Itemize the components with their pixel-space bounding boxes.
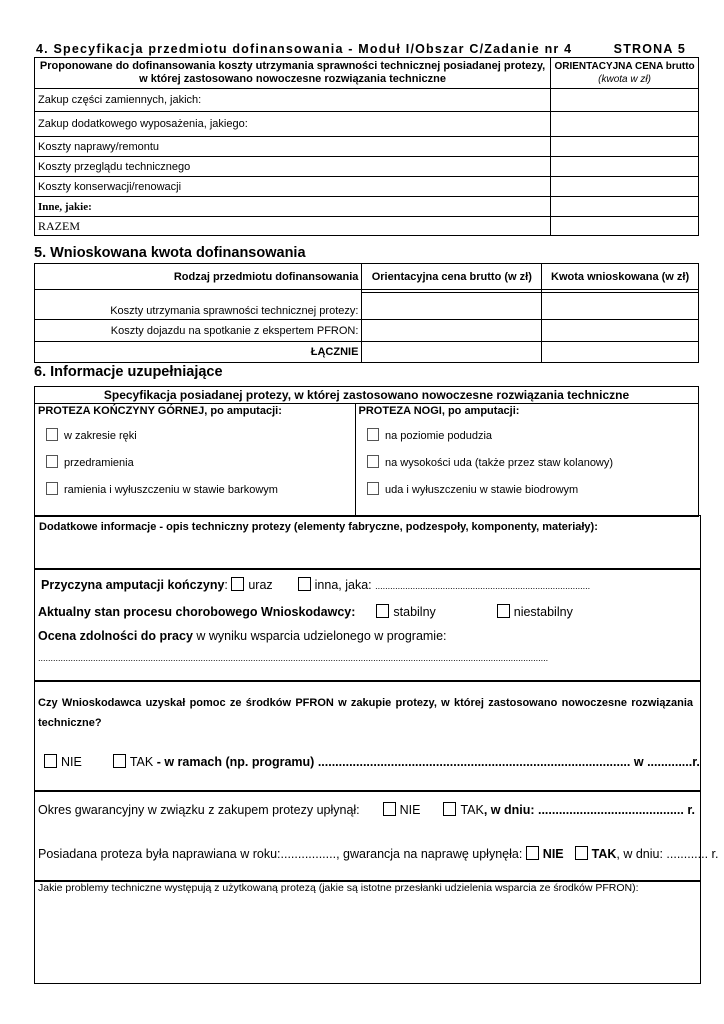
pfron-question-line1: Czy Wnioskodawca uzyskał pomoc ze środków PFRON w zakupie protezy, w której zastosowano nowoczesne rozwiązania bbox=[38, 697, 693, 709]
warranty-date-field[interactable]: , w dniu: .......................................... r. bbox=[483, 803, 695, 817]
state-unstable-checkbox[interactable] bbox=[497, 604, 510, 618]
prosthesis-spec-header: Specyfikacja posiadanej protezy, w której zastosowano nowoczesne rozwiązania techniczne bbox=[35, 387, 699, 404]
row-inspection-costs: Koszty przeglądu technicznego bbox=[35, 157, 551, 177]
warranty-no-label: NIE bbox=[399, 803, 421, 817]
cause-other-field[interactable]: ...................................................................................... bbox=[375, 581, 591, 591]
section-6-title: 6. Informacje uzupełniające bbox=[34, 364, 223, 380]
amputation-cause-row: Przyczyna amputacji kończyny: uraz inna, jaka: ...................................................................................... bbox=[41, 578, 591, 592]
repair-yes-label: TAK bbox=[591, 847, 617, 861]
upper-limb-title: PROTEZA KOŃCZYNY GÓRNEJ, po amputacji: bbox=[38, 405, 282, 417]
price-total[interactable] bbox=[551, 217, 699, 236]
cause-injury-checkbox[interactable] bbox=[231, 577, 244, 591]
price-spare-parts[interactable] bbox=[551, 89, 699, 112]
price-header-line2: (kwota w zł) bbox=[598, 74, 651, 85]
section-4-title: 4. Specyfikacja przedmiotu dofinansowania - Moduł I/Obszar C/Zadanie nr 4 bbox=[36, 42, 573, 56]
cause-other-label: inna, jaka: bbox=[314, 578, 372, 592]
price-repair-costs[interactable] bbox=[551, 137, 699, 157]
page-header bbox=[36, 42, 686, 56]
row-total: RAZEM bbox=[35, 217, 551, 236]
warranty-label: Okres gwarancyjny w związku z zakupem protezy upłynął: bbox=[38, 803, 360, 817]
row-spare-parts: Zakup części zamiennych, jakich: bbox=[35, 89, 551, 112]
section-5-title: 5. Wnioskowana kwota dofinansowania bbox=[34, 245, 306, 261]
estimated-price-column-header: Orientacyjna cena brutto (w zł) bbox=[362, 264, 542, 290]
pfron-program-field[interactable]: - w ramach (np. programu) .......................................................................................... bbox=[156, 755, 631, 769]
state-stable-checkbox[interactable] bbox=[376, 604, 389, 618]
pfron-answer-row bbox=[44, 754, 700, 769]
row-other: Inne, jakie: bbox=[35, 197, 551, 217]
cost-specification-table bbox=[34, 57, 699, 236]
row-repair-costs: Koszty naprawy/remontu bbox=[35, 137, 551, 157]
cause-other-checkbox[interactable] bbox=[298, 577, 311, 591]
price-maintenance-costs[interactable] bbox=[551, 177, 699, 197]
warranty-yes-label: TAK bbox=[460, 803, 484, 817]
cost-header-line2: w której zastosowano nowoczesne rozwiązania techniczne bbox=[139, 73, 446, 85]
technical-problems-box[interactable] bbox=[34, 880, 701, 984]
warranty-no-checkbox[interactable] bbox=[383, 802, 396, 816]
repair-date-field[interactable]: , w dniu: ............ r. bbox=[616, 847, 719, 861]
checkbox[interactable] bbox=[367, 455, 379, 468]
technical-problems-label: Jakie problemy techniczne występują z użytkowaną protezą (jakie są istotne przesłanki udzielenia wsparcia ze środków PFRON): bbox=[38, 882, 639, 894]
work-ability-text: w wyniku wsparcia udzielonego w programie: bbox=[196, 629, 447, 643]
additional-info-box[interactable] bbox=[34, 515, 701, 570]
option-label: uda i wyłuszczeniu w stawie biodrowym bbox=[385, 484, 579, 496]
checkbox[interactable] bbox=[46, 482, 58, 495]
requested-amount-total[interactable] bbox=[542, 342, 699, 363]
option-label: na poziomie podudzia bbox=[385, 430, 493, 442]
repair-yes-checkbox[interactable] bbox=[575, 846, 588, 860]
repair-label: Posiadana proteza była naprawiana w roku:................, gwarancja na naprawę upłynęła: bbox=[38, 847, 523, 861]
pfron-year-field[interactable]: w .............r. bbox=[633, 755, 700, 769]
lower-option-shin[interactable] bbox=[367, 428, 492, 442]
option-label: na wysokości uda (także przez staw kolanowy) bbox=[385, 457, 614, 469]
disease-state-label: Aktualny stan procesu chorobowego Wnioskodawcy: bbox=[38, 605, 356, 619]
option-label: w zakresie ręki bbox=[64, 430, 137, 442]
requested-amount-travel[interactable] bbox=[542, 320, 699, 342]
option-label: ramienia i wyłuszczeniu w stawie barkowym bbox=[64, 484, 278, 496]
price-column-header bbox=[551, 58, 699, 89]
row-total: ŁĄCZNIE bbox=[35, 342, 362, 363]
pfron-question-line2: techniczne? bbox=[38, 717, 102, 729]
price-other[interactable] bbox=[551, 197, 699, 217]
type-column-header: Rodzaj przedmiotu dofinansowania bbox=[35, 264, 362, 290]
warranty-row bbox=[38, 802, 695, 817]
price-header-line1: ORIENTACYJNA CENA brutto bbox=[554, 61, 695, 72]
requested-amount-column-header: Kwota wnioskowana (w zł) bbox=[542, 264, 699, 290]
cause-injury-label: uraz bbox=[248, 578, 273, 592]
prosthesis-spec-table bbox=[34, 386, 699, 517]
option-label: przedramienia bbox=[64, 457, 134, 469]
requested-amount-maintenance[interactable] bbox=[542, 293, 699, 320]
estimated-price-total[interactable] bbox=[362, 342, 542, 363]
amputation-cause-label: Przyczyna amputacji kończyny bbox=[41, 578, 225, 592]
cost-header-line1: Proponowane do dofinansowania koszty utrzymania sprawności technicznej posiadanej protezy, bbox=[39, 60, 546, 72]
checkbox[interactable] bbox=[46, 428, 58, 441]
cost-column-header bbox=[35, 58, 551, 89]
warranty-yes-checkbox[interactable] bbox=[443, 802, 456, 816]
lower-option-hip[interactable] bbox=[367, 482, 578, 496]
lower-option-thigh[interactable] bbox=[367, 455, 613, 469]
estimated-price-maintenance[interactable] bbox=[362, 293, 542, 320]
row-maintenance-costs: Koszty konserwacji/renowacji bbox=[35, 177, 551, 197]
pfron-no-checkbox[interactable] bbox=[44, 754, 57, 768]
row-additional-equipment: Zakup dodatkowego wyposażenia, jakiego: bbox=[35, 112, 551, 137]
pfron-yes-label: TAK bbox=[129, 755, 154, 769]
row-travel: Koszty dojazdu na spotkanie z ekspertem PFRON: bbox=[35, 320, 362, 342]
repair-row bbox=[38, 846, 719, 861]
row-maintenance: Koszty utrzymania sprawności technicznej protezy: bbox=[35, 293, 362, 320]
upper-option-forearm[interactable] bbox=[46, 455, 134, 469]
additional-info-label: Dodatkowe informacje - opis techniczny protezy (elementy fabryczne, podzespoły, komponenty, materiały): bbox=[39, 521, 598, 533]
checkbox[interactable] bbox=[367, 428, 379, 441]
price-inspection-costs[interactable] bbox=[551, 157, 699, 177]
page-number: STRONA 5 bbox=[613, 42, 686, 56]
work-ability-row bbox=[38, 629, 447, 643]
disease-state-row bbox=[38, 604, 573, 619]
requested-amount-table bbox=[34, 263, 699, 363]
pfron-no-label: NIE bbox=[61, 755, 82, 769]
pfron-yes-checkbox[interactable] bbox=[113, 754, 126, 768]
checkbox[interactable] bbox=[367, 482, 379, 495]
upper-option-shoulder[interactable] bbox=[46, 482, 278, 496]
work-ability-field[interactable]: ............................................................................................................................................................................................................ bbox=[38, 653, 549, 663]
state-unstable-label: niestabilny bbox=[513, 605, 573, 619]
repair-no-label: NIE bbox=[542, 847, 564, 861]
state-stable-label: stabilny bbox=[393, 605, 436, 619]
checkbox[interactable] bbox=[46, 455, 58, 468]
price-additional-equipment[interactable] bbox=[551, 112, 699, 137]
repair-no-checkbox[interactable] bbox=[526, 846, 539, 860]
upper-option-hand[interactable] bbox=[46, 428, 137, 442]
lower-limb-title: PROTEZA NOGI, po amputacji: bbox=[358, 405, 520, 417]
work-ability-label: Ocena zdolności do pracy bbox=[38, 629, 193, 643]
estimated-price-travel[interactable] bbox=[362, 320, 542, 342]
